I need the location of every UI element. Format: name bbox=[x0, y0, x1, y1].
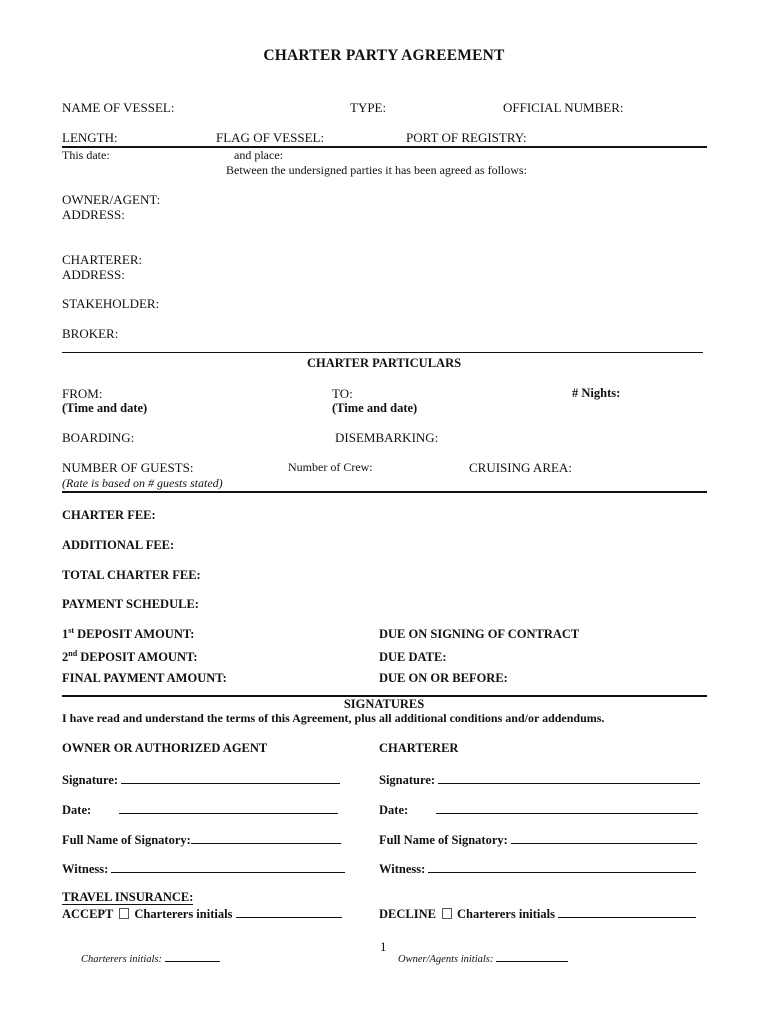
date-label: This date: bbox=[62, 148, 110, 162]
insurance-accept-option[interactable]: ACCEPT Charterers initials bbox=[62, 906, 342, 921]
divider bbox=[62, 146, 707, 148]
charter-particulars-heading: CHARTER PARTICULARS bbox=[306, 356, 462, 370]
charterer-signature-field[interactable]: Signature: bbox=[379, 772, 700, 787]
final-payment-label: FINAL PAYMENT AMOUNT: bbox=[62, 671, 227, 685]
owner-signature-field[interactable]: Signature: bbox=[62, 772, 340, 787]
flag-label: FLAG OF VESSEL: bbox=[216, 130, 325, 145]
page-title: CHARTER PARTY AGREEMENT bbox=[263, 47, 505, 64]
guests-label: NUMBER OF GUESTS: bbox=[62, 460, 194, 475]
footer-owner-initials[interactable]: Owner/Agents initials: bbox=[398, 952, 568, 966]
stakeholder-label: STAKEHOLDER: bbox=[62, 296, 160, 311]
divider bbox=[62, 352, 703, 353]
first-deposit-due: DUE ON SIGNING OF CONTRACT bbox=[379, 627, 580, 641]
guests-rate-note: (Rate is based on # guests stated) bbox=[62, 476, 223, 490]
nights-label: # Nights: bbox=[572, 386, 621, 400]
place-label: and place: bbox=[234, 148, 283, 162]
agreement-statement: Between the undersigned parties it has been agreed as follows: bbox=[226, 163, 527, 177]
broker-label: BROKER: bbox=[62, 326, 119, 341]
owner-witness-field[interactable]: Witness: bbox=[62, 861, 345, 876]
charterer-witness-field[interactable]: Witness: bbox=[379, 861, 696, 876]
first-deposit-label: 1st DEPOSIT AMOUNT: bbox=[62, 626, 195, 641]
second-deposit-due: DUE DATE: bbox=[379, 650, 447, 664]
charter-fee-label: CHARTER FEE: bbox=[62, 508, 156, 522]
owner-address-label: ADDRESS: bbox=[62, 207, 125, 222]
boarding-label: BOARDING: bbox=[62, 430, 135, 445]
additional-fee-label: ADDITIONAL FEE: bbox=[62, 538, 175, 552]
official-number-label: OFFICIAL NUMBER: bbox=[503, 100, 624, 115]
port-label: PORT OF REGISTRY: bbox=[406, 130, 527, 145]
final-payment-due: DUE ON OR BEFORE: bbox=[379, 671, 508, 685]
owner-full-name-field[interactable]: Full Name of Signatory: bbox=[62, 832, 341, 847]
charterer-date-field[interactable]: Date: bbox=[379, 802, 698, 817]
owner-agent-heading: OWNER OR AUTHORIZED AGENT bbox=[62, 741, 268, 755]
decline-checkbox-icon[interactable] bbox=[442, 908, 452, 919]
to-label: TO: bbox=[332, 386, 353, 401]
footer-charterer-initials[interactable]: Charterers initials: bbox=[81, 952, 220, 966]
vessel-name-label: NAME OF VESSEL: bbox=[62, 100, 175, 115]
owner-agent-label: OWNER/AGENT: bbox=[62, 192, 161, 207]
owner-date-field[interactable]: Date: bbox=[62, 802, 338, 817]
from-time-date-note: (Time and date) bbox=[62, 401, 148, 415]
travel-insurance-heading: TRAVEL INSURANCE: bbox=[62, 890, 194, 904]
divider bbox=[62, 491, 707, 493]
accept-checkbox-icon[interactable] bbox=[119, 908, 129, 919]
agreement-acknowledgement: I have read and understand the terms of this Agreement, plus all additional conditions and/or addendums. bbox=[62, 711, 605, 725]
cruising-area-label: CRUISING AREA: bbox=[469, 460, 572, 475]
from-label: FROM: bbox=[62, 386, 103, 401]
vessel-type-label: TYPE: bbox=[350, 100, 387, 115]
crew-label: Number of Crew: bbox=[288, 460, 373, 474]
insurance-decline-option[interactable]: DECLINE Charterers initials bbox=[379, 906, 696, 921]
total-charter-fee-label: TOTAL CHARTER FEE: bbox=[62, 568, 201, 582]
length-label: LENGTH: bbox=[62, 130, 118, 145]
second-deposit-label: 2nd DEPOSIT AMOUNT: bbox=[62, 649, 198, 664]
charterer-full-name-field[interactable]: Full Name of Signatory: bbox=[379, 832, 697, 847]
signatures-heading: SIGNATURES bbox=[343, 697, 425, 711]
charterer-address-label: ADDRESS: bbox=[62, 267, 125, 282]
to-time-date-note: (Time and date) bbox=[332, 401, 418, 415]
charterer-heading: CHARTERER bbox=[379, 741, 459, 755]
charterer-label: CHARTERER: bbox=[62, 252, 143, 267]
disembarking-label: DISEMBARKING: bbox=[335, 430, 439, 445]
page-number: 1 bbox=[380, 939, 387, 954]
payment-schedule-label: PAYMENT SCHEDULE: bbox=[62, 597, 199, 611]
